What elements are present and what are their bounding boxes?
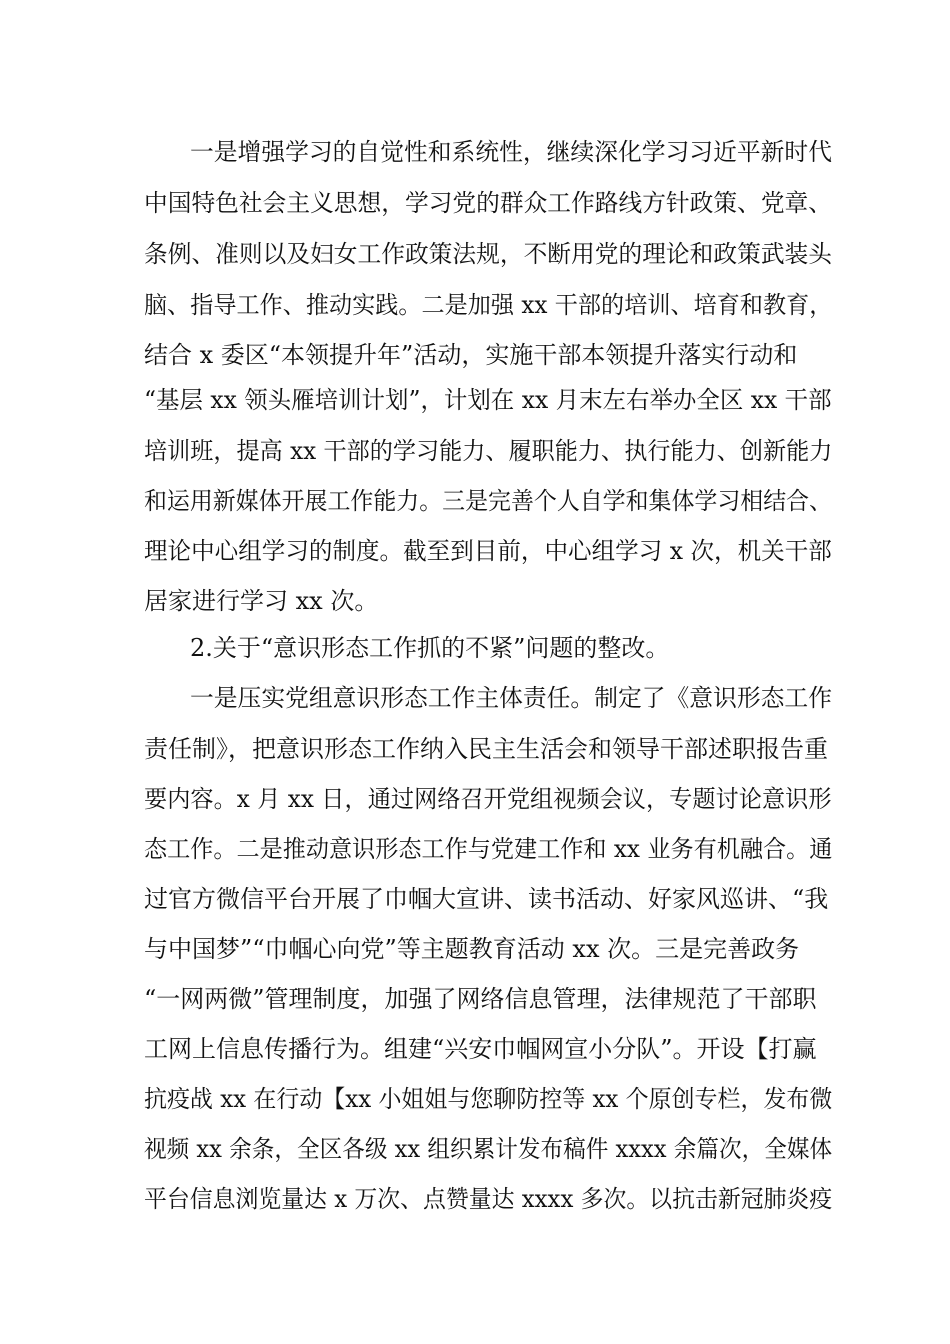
- paragraph-1-line-2: 中国特色社会主义思想，学习党的群众工作路线方针政策、党章、: [144, 189, 832, 217]
- paragraph-1-line-7: 培训班，提高 xx 干部的学习能力、履职能力、执行能力、创新能力: [144, 437, 833, 465]
- paragraph-1-line-1: 一是增强学习的自觉性和系统性，继续深化学习习近平新时代: [190, 138, 832, 166]
- paragraph-1-line-9: 理论中心组学习的制度。截至到目前，中心组学习 x 次，机关干部: [144, 537, 832, 565]
- paragraph-1-line-5: 结合 x 委区“本领提升年”活动，实施干部本领提升落实行动和: [144, 341, 798, 369]
- section-heading-2: 2.关于“意识形态工作抓的不紧”问题的整改。: [190, 634, 670, 662]
- paragraph-1-line-6: “基层 xx 领头雁培训计划”，计划在 xx 月末左右举办全区 xx 干部: [144, 386, 832, 414]
- paragraph-2-line-10: 视频 xx 余条，全区各级 xx 组织累计发布稿件 xxxx 余篇次，全媒体: [144, 1135, 833, 1163]
- paragraph-2-line-2: 责任制》，把意识形态工作纳入民主生活会和领导干部述职报告重: [144, 735, 828, 763]
- paragraph-2-line-4: 态工作。二是推动意识形态工作与党建工作和 xx 业务有机融合。通: [144, 835, 833, 863]
- paragraph-1-line-8: 和运用新媒体开展工作能力。三是完善个人自学和集体学习相结合、: [144, 487, 833, 515]
- paragraph-1-line-4: 脑、指导工作、推动实践。二是加强 xx 干部的培训、培育和教育，: [144, 291, 833, 319]
- paragraph-1-line-10: 居家进行学习 xx 次。: [144, 587, 379, 615]
- paragraph-2-line-3: 要内容。x 月 xx 日，通过网络召开党组视频会议，专题讨论意识形: [144, 785, 832, 813]
- paragraph-2-line-11: 平台信息浏览量达 x 万次、点赞量达 xxxx 多次。以抗击新冠肺炎疫: [144, 1185, 833, 1213]
- paragraph-2-line-5: 过官方微信平台开展了巾帼大宣讲、读书活动、好家风巡讲、“我: [144, 885, 829, 913]
- paragraph-2-line-6: 与中国梦”“巾帼心向党”等主题教育活动 xx 次。三是完善政务: [144, 935, 800, 963]
- paragraph-2-line-8: 工网上信息传播行为。组建“兴安巾帼网宣小分队”。开设【打赢: [144, 1035, 817, 1063]
- paragraph-1-line-3: 条例、准则以及妇女工作政策法规，不断用党的理论和政策武装头: [144, 240, 832, 268]
- paragraph-2-line-9: 抗疫战 xx 在行动【xx 小姐姐与您聊防控等 xx 个原创专栏，发布微: [144, 1085, 833, 1113]
- paragraph-2-line-7: “一网两微”管理制度，加强了网络信息管理，法律规范了干部职: [144, 985, 817, 1013]
- paragraph-2-line-1: 一是压实党组意识形态工作主体责任。制定了《意识形态工作: [190, 684, 832, 712]
